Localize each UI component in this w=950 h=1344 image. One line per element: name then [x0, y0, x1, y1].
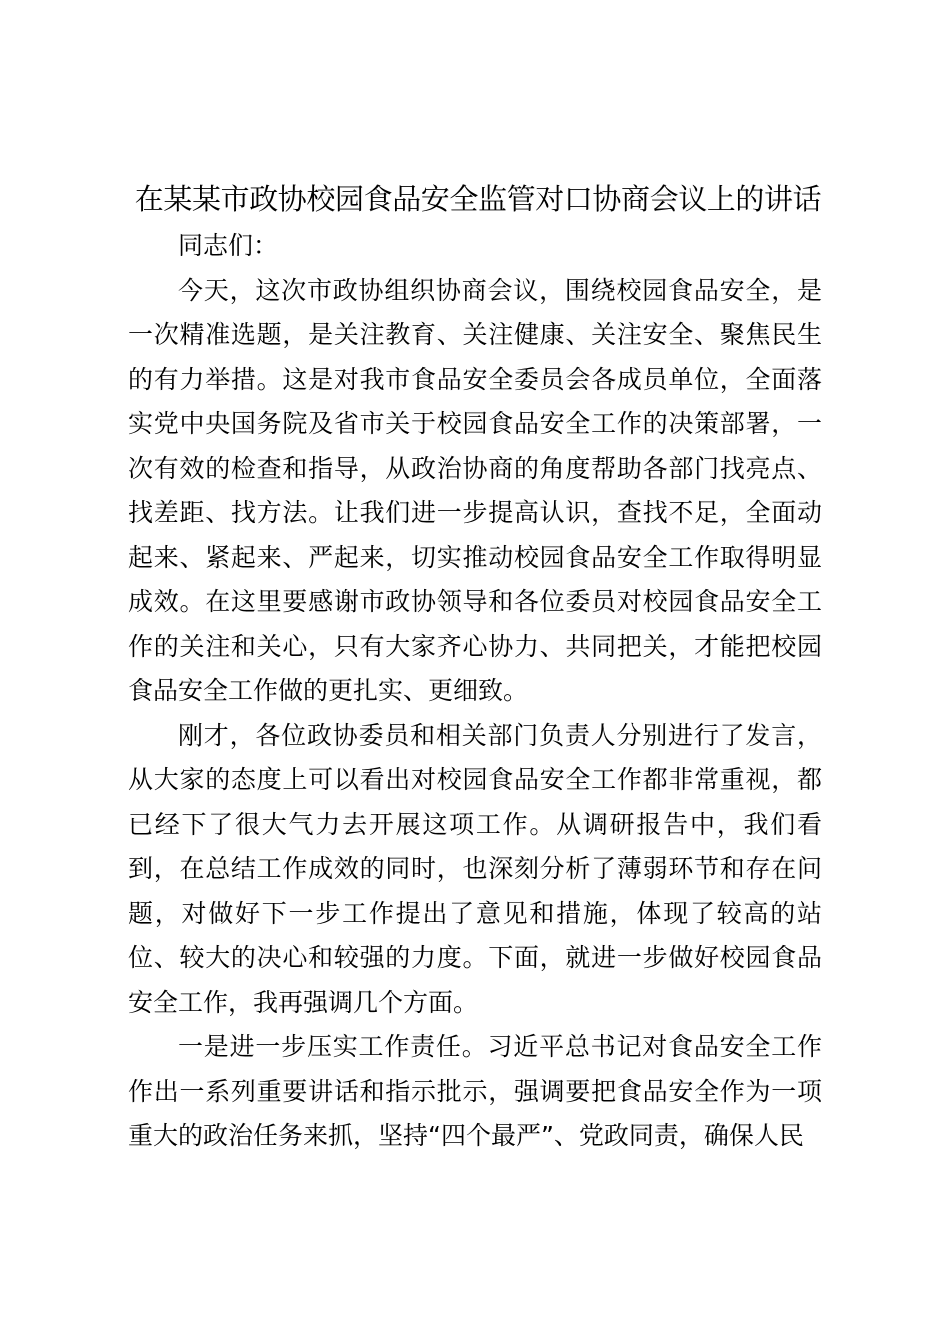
paragraph-3: 一是进一步压实工作责任。习近平总书记对食品安全工作作出一系列重要讲话和指示批示，强调要把食品安全作为一项重大的政治任务来抓，坚持“四个最严”、党政同责，确保人民: [128, 1032, 822, 1150]
paragraph-1: 今天，这次市政协组织协商会议，围绕校园食品安全，是一次精准选题，是关注教育、关注健康、关注安全、聚焦民生的有力举措。这是对我市食品安全委员会各成员单位，全面落实党中央国务院及省市关于校园食品安全工作的决策部署，一次有效的检查和指导，从政治协商的角度帮助各部门找亮点、找差距、找方法。让我们进一步提高认识，查找不足，全面动起来、紧起来、严起来，切实推动校园食品安全工作取得明显成效。在这里要感谢市政协领导和各位委员对校园食品安全工作的关注和关心，只有大家齐心协力、共同把关，才能把校园食品安全工作做的更扎实、更细致。: [128, 275, 822, 705]
document-title: 在某某市政协校园食品安全监管对口协商会议上的讲话: [134, 182, 822, 216]
paragraph-2: 刚才，各位政协委员和相关部门负责人分别进行了发言，从大家的态度上可以看出对校园食品安全工作都非常重视，都已经下了很大气力去开展这项工作。从调研报告中，我们看到，在总结工作成效的同时，也深刻分析了薄弱环节和存在问题，对做好下一步工作提出了意见和措施，体现了较高的站位、较大的决心和较强的力度。下面，就进一步做好校园食品安全工作，我再强调几个方面。: [128, 720, 822, 1017]
greeting: 同志们：: [178, 231, 279, 260]
document-body: [128, 224, 822, 1159]
